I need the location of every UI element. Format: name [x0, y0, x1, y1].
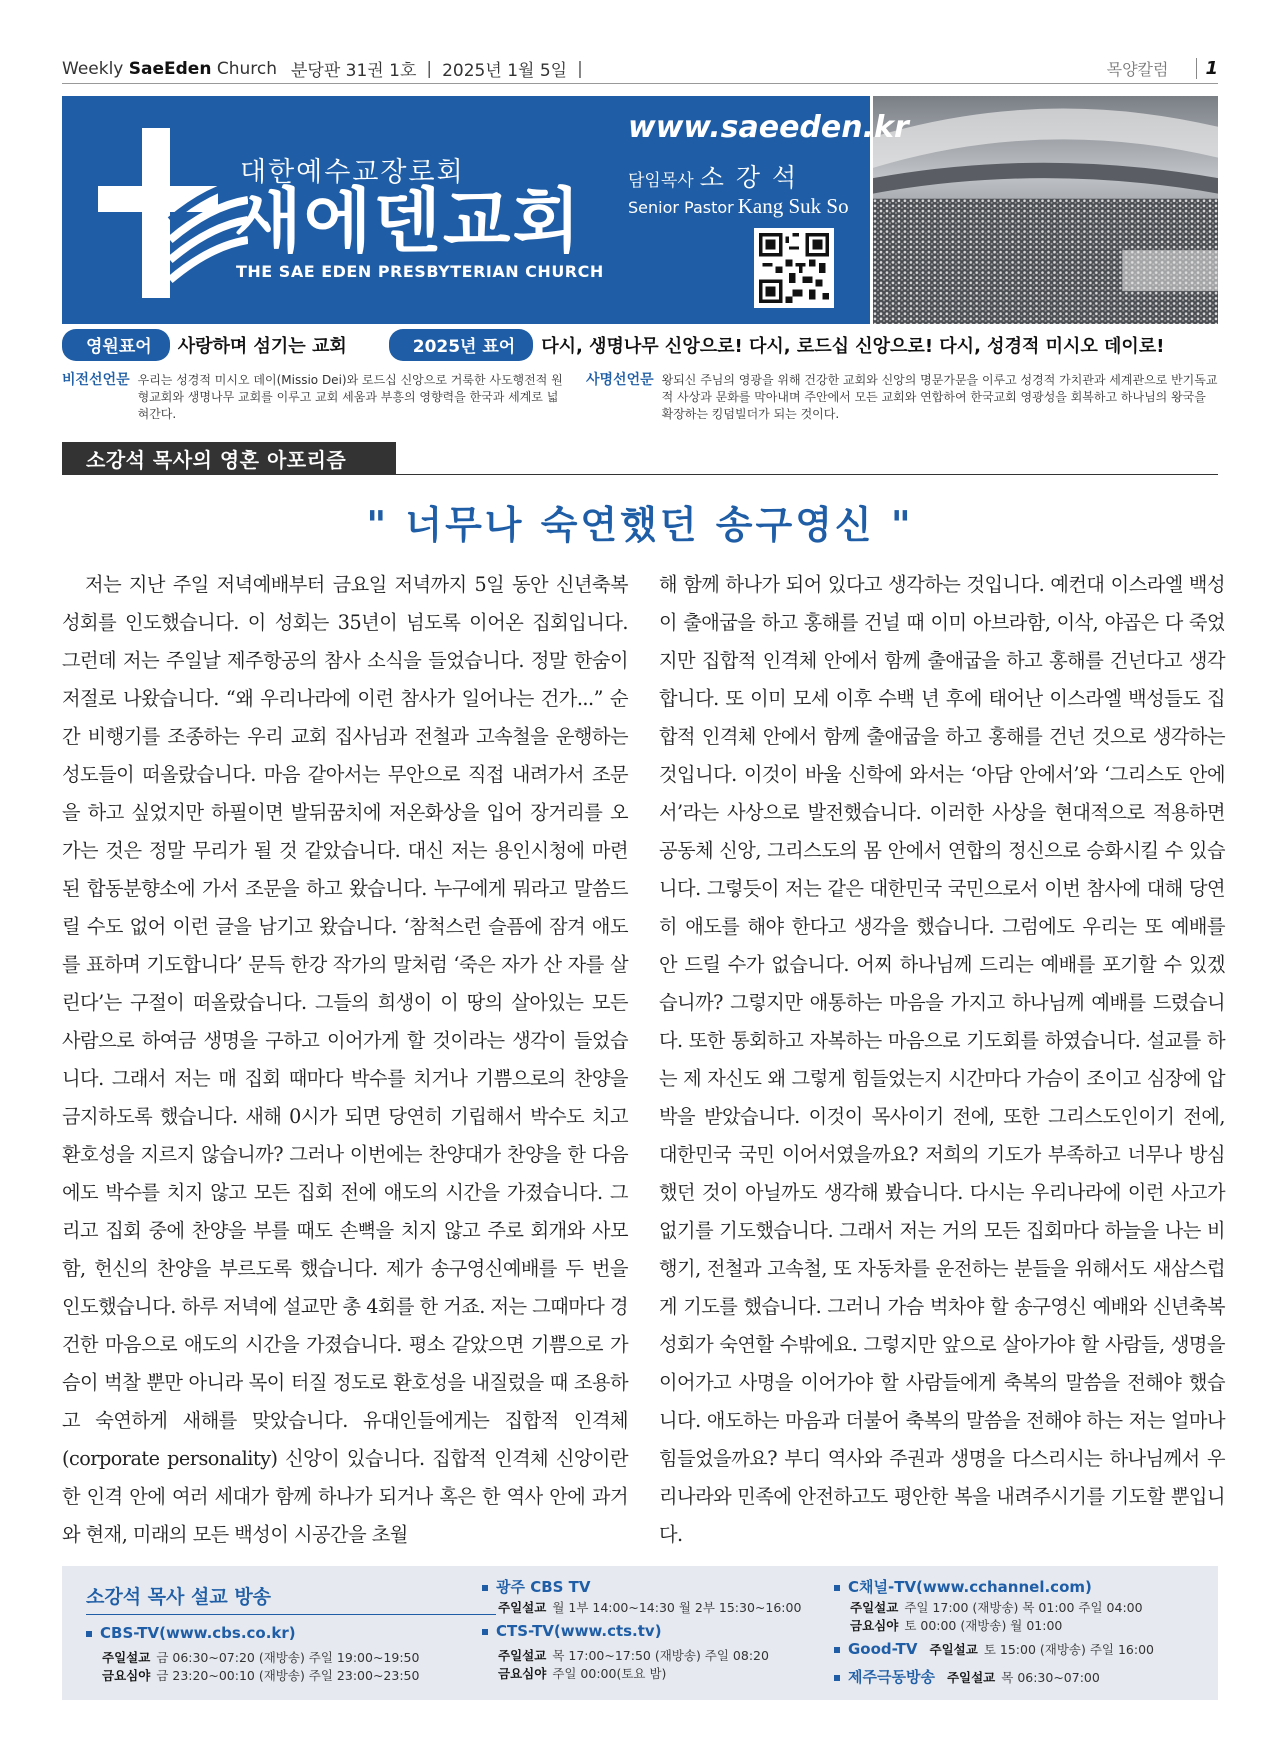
- church-logo: [62, 96, 622, 324]
- schedule-cts-sunday: 주일설교 목 17:00~17:50 (재방송) 주일 08:20: [498, 1648, 769, 1663]
- schedule-cchannel-sunday: 주일설교 주일 17:00 (재방송) 목 01:00 주일 04:00: [850, 1600, 1143, 1615]
- divider: [86, 1614, 496, 1615]
- bullet-icon: [482, 1585, 488, 1591]
- broadcast-title: 소강석 목사 설교 방송: [86, 1586, 272, 1608]
- schedule-cbs-sunday: 주일설교 금 06:30~07:20 (재방송) 주일 19:00~19:50: [102, 1650, 420, 1665]
- schedule-good-tv: 주일설교 토 15:00 (재방송) 주일 16:00: [929, 1642, 1154, 1657]
- article-column-2: 해 함께 하나가 되어 있다고 생각하는 것입니다. 예컨대 이스라엘 백성이 출애굽을 하고 홍해를 건널 때 이미 아브라함, 이삭, 야곱은 다 죽었지만 집합적 인격체 안에서 함께 출애굽을 하고 홍해를 건넌다고 생각합니다. 또 이미 모세 이후 수백 년 후에 태어난 이스라엘 백성들도 집합적 인격체 안에서 함께 출애굽을 하고 홍해를 건넌 것으로 생각하는 것입니다. 이것이 바울 신학에 와서는 ‘아담 안에서’와 ‘그리스도 안에서’라는 사상으로 발전했습니다. 이러한 사상을 현대적으로 적용하면 공동체 신앙, 그리스도의 몸 안에서 연합의 정신으로 승화시킬 수 있습니다. 그렇듯이 저는 같은 대한민국 국민으로서 이번 참사에 대해 당연히 애도를 해야 한다고 생각을 했습니다. 그럼에도 우리는 또 예배를 안 드릴 수가 없습니다. 어찌 하나님께 드리는 예배를 포기할 수 있겠습니까? 그렇지만 애통하는 마음을 가지고 하나님께 예배를 드렸습니다. 또한 통회하고 자복하는 마음으로 기도회를 하였습니다. 설교를 하는 제 자신도 왜 그렇게 힘들었는지 시간마다 가슴이 조이고 심장에 압박을 받았습니다. 이것이 목사이기 전에, 또한 그리스도인이기 전에, 대한민국 국민 이어서였을까요? 저희의 기도가 부족하고 너무나 방심했던 것이 아닐까도 생각해 봤습니다. 다시는 우리나라에 이런 사고가 없기를 기도했습니다. 그래서 저는 거의 모든 집회마다 하늘을 나는 비행기, 전철과 고속철, 또 자동차를 운전하는 분들을 위해서도 새삼스럽게 기도를 했습니다. 그러니 가슴 벅차야 할 송구영신 예배와 신년축복성회가 숙연할 수밖에요. 그렇지만 앞으로 살아가야 할 사람들, 생명을 이어가고 사명을 이어가야 할 사람들에게 축복의 말씀을 전해야 했습니다. 애도하는 마음과 더불어 축복의 말씀을 전해야 하는 저는 얼마나 힘들었을까요? 부디 역사와 주권과 생명을 다스리시는 하나님께서 우리나라와 민족에 안전하고도 평안한 복을 내려주시기를 기도할 뿐입니다.: [659, 573, 1225, 1546]
- broadcast-schedule: [62, 1566, 1218, 1700]
- year-motto-label: 2025년 표어: [389, 329, 534, 361]
- church-banner: [62, 96, 1218, 324]
- schedule-cchannel-friday: 금요심야 토 00:00 (재방송) 월 01:00: [850, 1618, 1063, 1633]
- vision-label: 비전선언문: [62, 372, 130, 388]
- vision-text: 우리는 성경적 미시오 데이(Missio Dei)와 로드십 신앙으로 거룩한 사도행전적 원형교회와 생명나무 교회를 이루고 교회 세움과 부흥의 영향력을 한국과 세계로 넓혀간다.: [137, 373, 563, 421]
- motto-bar: [62, 330, 1218, 360]
- bullet-icon: [482, 1629, 488, 1635]
- separator: |: [426, 58, 433, 79]
- mission-text: 왕되신 주님의 영광을 위해 건강한 교회와 신앙의 명문가문을 이루고 성경적 가치관과 세계관으로 반기독교적 사상과 문화를 막아내며 주안에서 모든 교회와 연합하여 한국교회 영광성을 회복하고 하나님의 왕국을 확장하는 킹덤빌더가 되는 것이다.: [661, 373, 1218, 421]
- edition: 분당판 31권 1호: [291, 61, 417, 81]
- cross-logo-icon: [98, 128, 248, 298]
- divider: [396, 474, 1218, 475]
- website-link[interactable]: www.saeeden.kr: [628, 110, 909, 145]
- eternal-motto-label: 영원표어: [62, 329, 170, 361]
- bullet-icon: [834, 1585, 840, 1591]
- denomination: 대한예수교장로회: [240, 157, 465, 188]
- column-section-label: 소강석 목사의 영혼 아포리즘: [62, 442, 396, 475]
- masthead-line: [62, 54, 1218, 84]
- qr-code-icon[interactable]: [754, 228, 834, 308]
- bullet-icon: [834, 1675, 840, 1681]
- bullet-icon: [86, 1631, 92, 1637]
- channel-cts: CTS-TV(www.cts.tv): [482, 1622, 662, 1640]
- schedule-jeju: 주일설교 목 06:30~07:00: [946, 1670, 1100, 1685]
- channel-cchannel: C채널-TV(www.cchannel.com): [834, 1576, 1092, 1597]
- channel-good-tv: Good-TV 주일설교 토 15:00 (재방송) 주일 16:00: [834, 1640, 1154, 1658]
- year-motto: 다시, 생명나무 신앙으로! 다시, 로드십 신앙으로! 다시, 성경적 미시오 데이로!: [541, 336, 1165, 357]
- separator: |: [577, 58, 583, 79]
- schedule-gwangju: 주일설교 월 1부 14:00~14:30 월 2부 15:30~16:00: [498, 1600, 802, 1615]
- schedule-cbs-friday: 금요심야 금 23:20~00:10 (재방송) 주일 23:00~23:50: [102, 1668, 420, 1683]
- publication-name: Weekly SaeEden Church: [62, 58, 277, 79]
- bullet-icon: [834, 1647, 840, 1653]
- eternal-motto: 사랑하며 섬기는 교회: [177, 336, 347, 357]
- pastor-en: Senior Pastor Kang Suk So: [628, 194, 849, 218]
- pastor-ko: 담임목사 소강석: [628, 163, 809, 192]
- channel-gwangju: 광주 CBS TV: [482, 1576, 591, 1597]
- schedule-cts-friday: 금요심야 주일 00:00(토요 밤): [498, 1666, 667, 1681]
- mission-statement: [586, 372, 1218, 421]
- article-title: " 너무나 숙연했던 송구영신 ": [366, 502, 914, 547]
- congregation-photo: [870, 96, 1218, 324]
- issue-date: 2025년 1월 5일: [442, 61, 568, 81]
- channel-cbs: CBS-TV(www.cbs.co.kr): [86, 1624, 296, 1642]
- mission-label: 사명선언문: [586, 372, 654, 388]
- church-name-en: THE SAE EDEN PRESBYTERIAN CHURCH: [236, 262, 604, 281]
- article-column-1: 저는 지난 주일 저녁예배부터 금요일 저녁까지 5일 동안 신년축복성회를 인도했습니다. 이 성회는 35년이 넘도록 이어온 집회입니다. 그런데 저는 주일날 제주항공의 참사 소식을 들었습니다. 정말 한숨이 저절로 나왔습니다. “왜 우리나라에 이런 참사가 일어나는 건가...” 순간 비행기를 조종하는 우리 교회 집사님과 전철과 고속철을 운행하는 성도들이 떠올랐습니다. 마음 같아서는 무안으로 직접 내려가서 조문을 하고 싶었지만 하필이면 발뒤꿈치에 저온화상을 입어 장거리를 오가는 것은 정말 무리가 될 것 같았습니다. 대신 저는 용인시청에 마련된 합동분향소에 가서 조문을 하고 왔습니다. 누구에게 뭐라고 말씀드릴 수도 없어 이런 글을 남기고 왔습니다. ‘참척스런 슬픔에 잠겨 애도를 표하며 기도합니다’ 문득 한강 작가의 말처럼 ‘죽은 자가 산 자를 살린다’는 구절이 떠올랐습니다. 그들의 희생이 이 땅의 살아있는 모든 사람으로 하여금 생명을 구하고 이어가게 할 것이라는 생각이 들었습니다. 그래서 저는 매 집회 때마다 박수를 치거나 기쁨으로의 찬양을 금지하도록 했습니다. 새해 0시가 되면 당연히 기립해서 박수도 치고 환호성을 지르지 않습니까? 그러나 이번에는 찬양대가 찬양을 한 다음에도 박수를 치지 않고 모든 집회 전에 애도의 시간을 가졌습니다. 그리고 집회 중에 찬양을 부를 때도 손뼉을 치지 않고 주로 회개와 사모함, 헌신의 찬양을 부르도록 했습니다. 제가 송구영신예배를 두 번을 인도했습니다. 하루 저녁에 설교만 총 4회를 한 거죠. 저는 그때마다 경건한 마음으로 애도의 시간을 가졌습니다. 평소 같았으면 기쁨으로 가슴이 벅찰 뿐만 아니라 목이 터질 정도로 환호성을 내질렀을 때 조용하고 숙연하게 새해를 맞았습니다. 유대인들에게는 집합적 인격체(corporate personality) 신앙이 있습니다. 집합적 인격체 신앙이란 한 인격 안에 여러 세대가 함께 하나가 되거나 혹은 한 역사 안에 과거와 현재, 미래의 모든 백성이 시공간을 초월: [62, 573, 628, 1546]
- declarations: [62, 372, 1218, 421]
- vision-statement: [62, 372, 566, 421]
- section-name: 목양칼럼: [1106, 60, 1169, 79]
- channel-jeju: 제주극동방송 주일설교 목 06:30~07:00: [834, 1666, 1100, 1687]
- church-name: 새에덴교회: [234, 180, 583, 262]
- page-number: 1: [1196, 58, 1218, 79]
- contact-info: [622, 96, 909, 324]
